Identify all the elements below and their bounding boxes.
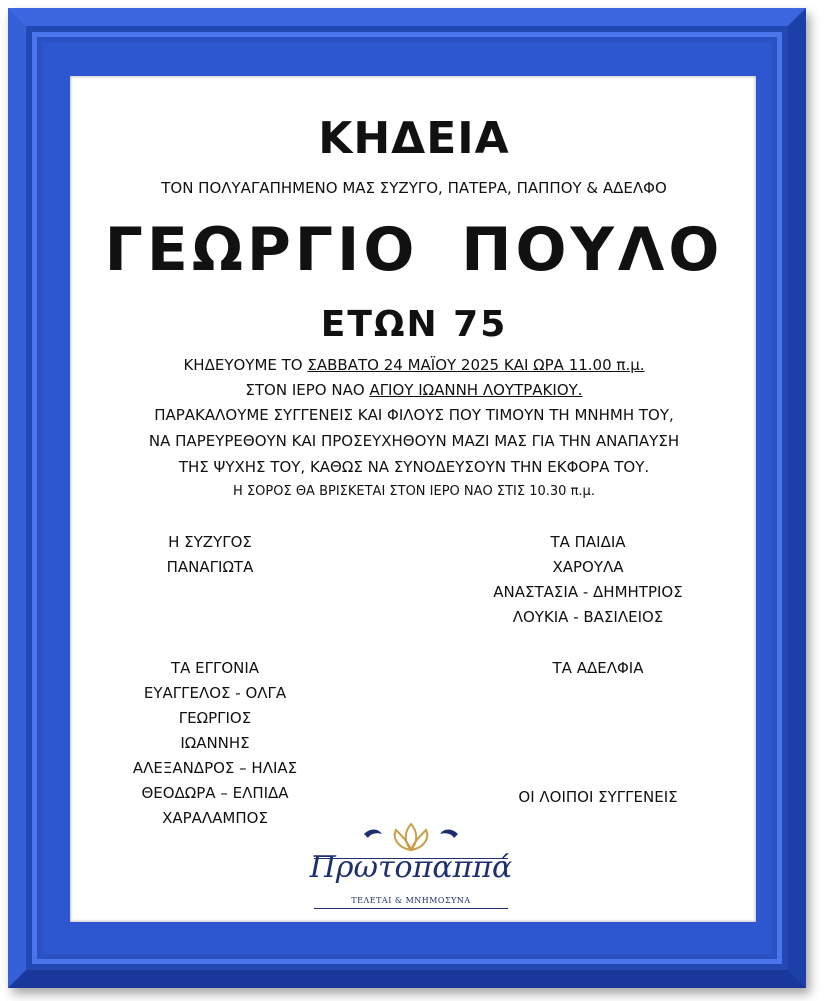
announcement-line-date: ΚΗΔΕΥΟΥΜΕ ΤΟ ΣΑΒΒΑΤΟ 24 ΜΑΪΟΥ 2025 ΚΑΙ ΩΡΑ 11.00 π.μ. <box>183 356 645 374</box>
other-relatives: ΟΙ ΛΟΙΠΟΙ ΣΥΓΓΕΝΕΙΣ <box>518 788 678 806</box>
siblings-heading: ΤΑ ΑΔΕΛΦΙΑ <box>552 659 644 677</box>
notice-title: ΚΗΔΕΙΑ <box>318 113 510 164</box>
children-heading: ΤΑ ΠΑΙΔΙΑ <box>550 533 626 551</box>
grandchild-name: ΓΕΩΡΓΙΟΣ <box>178 709 252 727</box>
announcement-line-5: ΤΗΣ ΨΥΧΗΣ ΤΟΥ, ΚΑΘΩΣ ΝΑ ΣΥΝΟΔΕΥΣΟΥΝ ΤΗΝ ΕΚΦΟΡΑ ΤΟΥ. <box>178 458 650 476</box>
grandchild-name: ΘΕΟΔΩΡΑ – ΕΛΠΙΔΑ <box>141 784 289 802</box>
child-name: ΧΑΡΟΥΛΑ <box>552 558 624 576</box>
grandchildren-heading: ΤΑ ΕΓΓΟΝΙΑ <box>170 659 260 677</box>
grandchildren-block <box>100 656 330 831</box>
siblings-block <box>498 656 698 681</box>
announcement-line-place: ΣΤΟΝ ΙΕΡΟ ΝΑΟ ΑΓΙΟΥ ΙΩΑΝΝΗ ΛΟΥΤΡΑΚΙΟΥ. <box>245 381 583 399</box>
spouse-block <box>120 530 300 580</box>
grandchild-name: ΧΑΡΑΛΑΜΠΟΣ <box>162 809 268 827</box>
funeral-date: ΣΑΒΒΑΤΟ 24 ΜΑΪΟΥ 2025 ΚΑΙ ΩΡΑ 11.00 π.μ. <box>307 356 645 374</box>
grandchild-name: ΕΥΑΓΓΕΛΟΣ - ΟΛΓΑ <box>143 684 287 702</box>
child-name: ΑΝΑΣΤΑΣΙΑ - ΔΗΜΗΤΡΙΟΣ <box>493 583 683 601</box>
grandchild-name: ΙΩΑΝΝΗΣ <box>180 734 250 752</box>
spouse-heading: Η ΣΥΖΥΓΟΣ <box>168 533 252 551</box>
announcement-line-3: ΠΑΡΑΚΑΛΟΥΜΕ ΣΥΓΓΕΝΕΙΣ ΚΑΙ ΦΙΛΟΥΣ ΠΟΥ ΤΙΜΟΥΝ ΤΗ ΜΝΗΜΗ ΤΟΥ, <box>154 406 674 424</box>
announcement-line-4: ΝΑ ΠΑΡΕΥΡΕΘΟΥΝ ΚΑΙ ΠΡΟΣΕΥΧΗΘΟΥΝ ΜΑΖΙ ΜΑΣ ΓΙΑ ΤΗΝ ΑΝΑΠΑΥΣΗ <box>148 432 680 450</box>
deceased-name: ΓΕΩΡΓΙΟ ΠΟΥΛΟ <box>104 215 724 285</box>
notice-subtitle: ΤΟΝ ΠΟΛΥΑΓΑΠΗΜΕΝΟ ΜΑΣ ΣΥΖΥΓΟ, ΠΑΤΕΡΑ, ΠΑΠΠΟΥ & ΑΔΕΛΦΟ <box>161 179 667 197</box>
child-name: ΛΟΥΚΙΑ - ΒΑΣΙΛΕΙΟΣ <box>512 608 664 626</box>
deceased-age: ΕΤΩΝ 75 <box>320 304 508 345</box>
spouse-name: ΠΑΝΑΓΙΩΤΑ <box>166 558 254 576</box>
funeral-place: ΑΓΙΟΥ ΙΩΑΝΝΗ ΛΟΥΤΡΑΚΙΟΥ. <box>369 381 583 399</box>
logo-tagline: ΤΕΛΕΤΑΙ & ΜΝΗΜΟΣΥΝΑ <box>351 896 471 905</box>
grandchild-name: ΑΛΕΞΑΝΔΡΟΣ – ΗΛΙΑΣ <box>132 759 298 777</box>
logo-wordmark: Πρωτοπαππά <box>309 850 513 885</box>
children-block <box>458 530 718 630</box>
logo-rule-bottom <box>314 908 508 909</box>
announcement-line-6: Η ΣΟΡΟΣ ΘΑ ΒΡΙΣΚΕΤΑΙ ΣΤΟΝ ΙΕΡΟ ΝΑΟ ΣΤΙΣ 10.30 π.μ. <box>233 484 595 499</box>
funeral-home-logo <box>304 820 518 920</box>
